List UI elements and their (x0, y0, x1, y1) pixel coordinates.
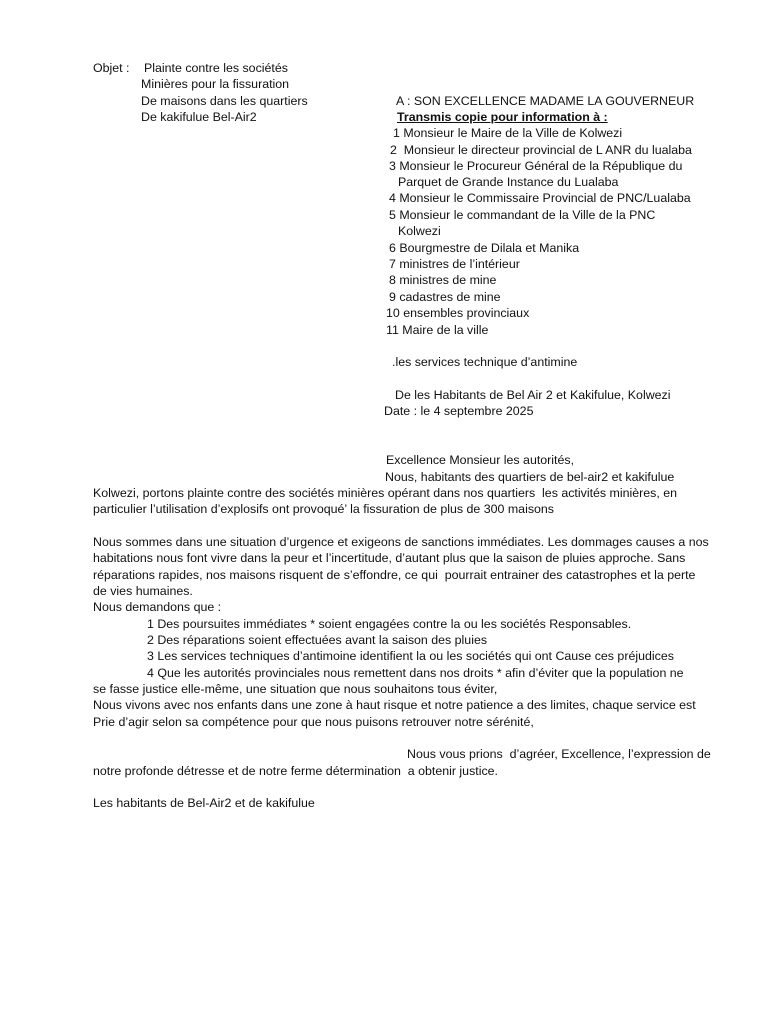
copy-item: 10 ensembles provinciaux (386, 306, 530, 320)
copy-heading: Transmis copie pour information à : (397, 110, 608, 124)
copy-item: 11 Maire de la ville (386, 323, 489, 337)
copy-item: 1 Monsieur le Maire de la Ville de Kolwezi (393, 126, 623, 140)
demand-item: 4 Que les autorités provinciales nous remettent dans nos droits * afin d’éviter que la population ne (147, 666, 684, 680)
body-line: Nous vivons avec nos enfants dans une zone à haut risque et notre patience a des limites, chaque service est (93, 698, 696, 712)
body-line: se fasse justice elle-même, une situation que nous souhaitons tous éviter, (93, 682, 498, 696)
services-line: .les services technique d’antimine (392, 355, 578, 369)
copy-item: 7 ministres de l’intérieur (389, 257, 520, 271)
body-line: de vies humaines. (93, 584, 193, 598)
sender-from: De les Habitants de Bel Air 2 et Kakifulue, Kolwezi (395, 388, 671, 402)
sender-date: Date : le 4 septembre 2025 (384, 404, 534, 418)
demand-item: 3 Les services techniques d’antimoine identifient la ou les sociétés qui ont Cause ces préjudices (147, 649, 674, 663)
objet-line: Minières pour la fissuration (141, 77, 290, 91)
body-line: Nous, habitants des quartiers de bel-air2 et kakifulue (385, 470, 675, 484)
body-line: Prie d’agir selon sa compétence pour que nous puisons retrouver notre sérénité, (93, 715, 534, 729)
copy-item: 9 cadastres de mine (389, 290, 501, 304)
demand-item: 2 Des réparations soient effectuées avant la saison des pluies (147, 633, 488, 647)
body-line: Nous sommes dans une situation d’urgence et exigeons de sanctions immédiates. Les dommages causes a nos (93, 535, 709, 549)
signature: Les habitants de Bel-Air2 et de kakifulue (93, 796, 315, 810)
closing-line: Nous vous prions d’agréer, Excellence, l’expression de (407, 747, 711, 761)
copy-item: 3 Monsieur le Procureur Général de la République du (389, 159, 683, 173)
salutation: Excellence Monsieur les autorités, (386, 453, 575, 467)
copy-item: 6 Bourgmestre de Dilala et Manika (389, 241, 580, 255)
copy-item: 8 ministres de mine (389, 273, 497, 287)
copy-item: 2 Monsieur le directeur provincial de L ANR du lualaba (390, 143, 692, 157)
copy-item: 4 Monsieur le Commissaire Provincial de PNC/Lualaba (389, 191, 691, 205)
body-line: Kolwezi, portons plainte contre des sociétés minières opérant dans nos quartiers les activités minières, en (93, 486, 678, 500)
body-line: réparations rapides, nos maisons risquent de s’effondre, ce qui pourrait entrainer des catastrophes et la perte (93, 568, 696, 582)
objet-line: De maisons dans les quartiers (141, 94, 308, 108)
body-line: particulier l’utilisation d’explosifs ont provoqué’ la fissuration de plus de 300 maisons (93, 502, 555, 516)
copy-item: Kolwezi (398, 224, 441, 238)
body-line: habitations nous font vivre dans la peur et l’incertitude, d’autant plus que la saison de pluies approche. Sans (93, 551, 686, 565)
demand-item: 1 Des poursuites immédiates * soient engagées contre la ou les sociétés Responsables. (147, 617, 632, 631)
recipient-main: A : SON EXCELLENCE MADAME LA GOUVERNEUR (396, 94, 695, 108)
objet-label: Objet : (93, 61, 130, 75)
copy-item: Parquet de Grande Instance du Lualaba (398, 175, 619, 189)
objet-line: Plainte contre les sociétés (144, 61, 288, 75)
demands-intro: Nous demandons que : (93, 600, 222, 614)
objet-line: De kakifulue Bel-Air2 (141, 110, 257, 124)
copy-item: 5 Monsieur le commandant de la Ville de la PNC (389, 208, 656, 222)
closing-line: notre profonde détresse et de notre ferme détermination a obtenir justice. (93, 764, 498, 778)
